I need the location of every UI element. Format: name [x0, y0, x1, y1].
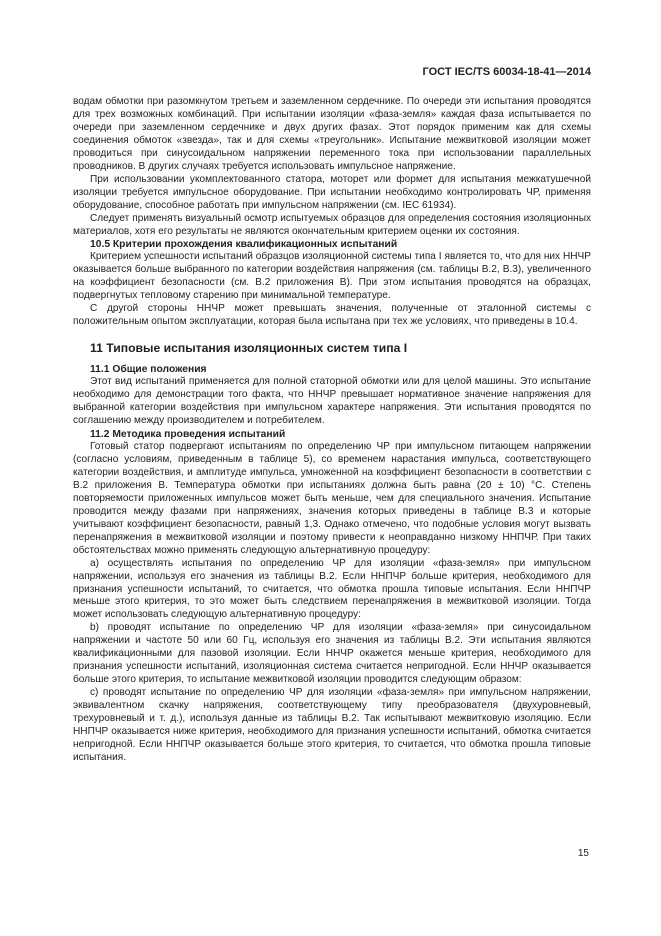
paragraph: Этот вид испытаний применяется для полной статорной обмотки или для целой машины. Это испытание необходимо для демонстрации того факта, что ННЧР превышает нормативное значение напряжения для выбранной категории воздействия при импульсном характере напряжения. Эти испытания проводятся по соглашению между производителем и потребителем.	[73, 376, 591, 427]
section-heading: 11.2 Методика проведения испытаний	[90, 429, 286, 441]
paragraph: Следует применять визуальный осмотр испытуемых образцов для определения состояния изоляционных материалов, хотя его результаты не являются окончательным критерием оценки их состояния.	[73, 212, 591, 237]
document-header: ГОСТ IEC/TS 60034-18-41—2014	[422, 66, 591, 78]
paragraph: водам обмотки при разомкнутом третьем и заземленном сердечнике. По очереди эти испытания проводятся для трех возможных комбинаций. При испытании изоляции «фаза-земля» каждая фаза испытывается по очереди при заземленном сердечнике и двух других фазах. Этот порядок применим как для схемы соединения обмоток «звезда», так и для схемы «треугольник». Испытание межвитковой изоляции может проводиться при синусоидальном напряжении переменного тока при использовании параллельных проводников. В других случаях требуется использовать импульсное напряжение.	[73, 96, 591, 172]
paragraph: b) проводят испытание по определению ЧР для изоляции «фаза-земля» при синусоидальном напряжении и частоте 50 или 60 Гц, используя его значения из таблицы В.2. Эти испытания являются квалификационными для пазовой изоляции. Если ННЧР окажется меньше критерия, необходимого для признания успешности испытаний, изоляционная система считается непригодной. Если ННЧР оказывается больше этого критерия, то испытание межвитковой изоляции проводится следующим образом:	[73, 622, 591, 686]
paragraph: При использовании укомплектованного статора, моторет или формет для испытания межкатушечной изоляции требуется импульсное оборудование. При испытании необходимо контролировать ЧР, применяя оборудование, способное работать при импульсном напряжении (см. IEC 61934).	[73, 173, 591, 211]
paragraph: С другой стороны ННЧР может превышать значения, полученные от эталонной системы с положительным опытом эксплуатации, которая была испытана при тех же условиях, что приведены в 10.4.	[73, 303, 591, 328]
page-number: 15	[577, 848, 589, 859]
paragraph: Критерием успешности испытаний образцов изоляционной системы типа I является то, что для них ННЧР оказывается больше выбранного по категории воздействия напряжения (см. таблицы В.2, В.3), увеличенного на коэффициент безопасности (см. В.2 приложения В). При этом испытания проводятся на образцах, подвергнутых тепловому старению при минимальной температуре.	[73, 251, 591, 302]
section-heading: 10.5 Критерии прохождения квалификационных испытаний	[90, 239, 398, 251]
document-body	[73, 96, 591, 765]
paragraph: Готовый статор подвергают испытаниям по определению ЧР при импульсном питающем напряжении (согласно условиям, приведенным в таблице 5), со временем нарастания импульса, соответствующего категории воздействия, и амплитуде импульса, умноженной на коэффициент безопасности в соответствии с В.2 приложения В. Температура обмотки при испытаниях должна быть равна (20 ± 10) °С. Степень повторяемости приложенных импульсов может быть меньше, чем для специального значения. Испытание проводится между фазами при напряжениях, значения которых приведены в таблице В.3 и которые учитывают коэффициент безопасности, равный 1,3. Однако отмечено, что подобные условия могут вызвать перенапряжения в межвитковой изоляции и поэтому привести к неоправданно низкому ННПЧР. При таких обстоятельствах можно применять следующую альтернативную процедуру:	[73, 441, 591, 556]
section-heading: 11.1 Общие положения	[90, 364, 207, 376]
paragraph: a) осуществлять испытания по определению ЧР для изоляции «фаза-земля» при импульсном напряжении, используя его значения из таблицы В.2. Если ННПЧР больше критерия, необходимого для признания успешности испытаний, то считается, что обмотка прошла типовые испытания. Если ННПЧР меньше этого критерия, то это может быть следствием перенапряжения в межвитковой изоляции. Тогда может использовать следующую альтернативную процедуру:	[73, 557, 591, 621]
paragraph: c) проводят испытание по определению ЧР для изоляции «фаза-земля» при импульсном напряжении, эквивалентном скачку напряжения, соответствующему типу преобразователя (двухуровневый, трехуровневый и т. д.), используя данные из таблицы В.2. Так испытывают межвитковую изоляцию. Если ННПЧР оказывается ниже критерия, необходимого для признания успешности испытаний, обмотка считается непригодной. Если ННПЧР оказывается больше этого критерия, то считается, что обмотка прошла типовые испытания.	[73, 687, 591, 763]
section-heading: 11 Типовые испытания изоляционных систем типа I	[90, 341, 408, 356]
